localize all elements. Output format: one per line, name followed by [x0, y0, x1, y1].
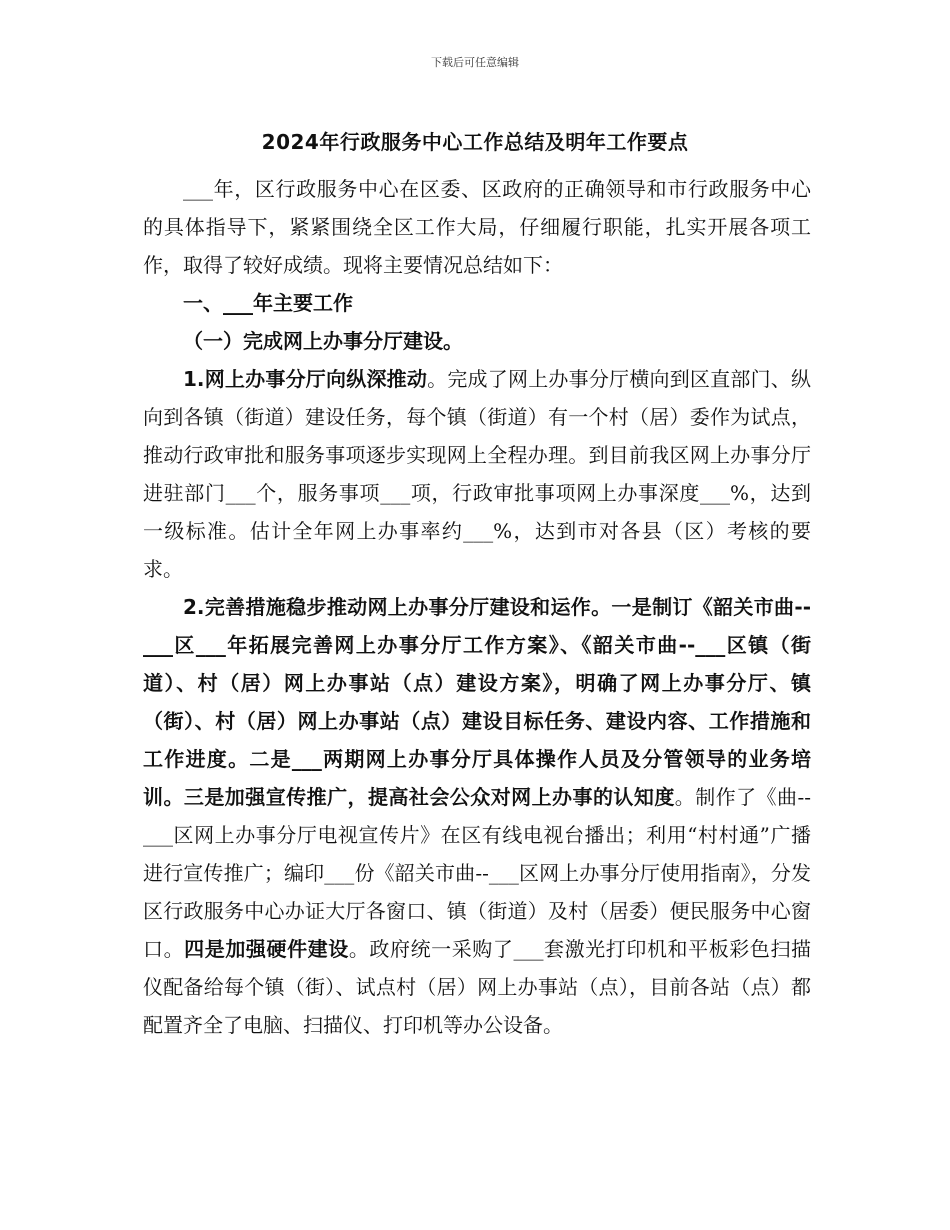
- header-note: 下载后可任意编辑: [431, 56, 519, 69]
- subsection-heading: （一）完成网上办事分厅建设。: [183, 329, 463, 353]
- document-title: 2024年行政服务中心工作总结及明年工作要点: [261, 130, 689, 154]
- section-heading: 一、___年主要工作: [183, 291, 353, 315]
- document-body: [143, 170, 811, 1044]
- item-2-text-1: 。制作了《曲--___区网上办事分厅电视宣传片》在区有线电视台播出；利用“村村通”广播进行宣传推广；编印___份《韶关市曲--___区网上办事分厅使用指南》，分发区行政服务中心办证大厅各窗口、镇（街道）及村（居委）便民服务中心窗口。: [143, 785, 812, 961]
- item-2-lead-2: 四是加强硬件建设: [184, 937, 349, 961]
- item-1-lead: 1.网上办事分厅向纵深推动: [183, 367, 428, 391]
- intro-paragraph: ___年，区行政服务中心在区委、区政府的正确领导和市行政服务中心的具体指导下，紧紧围绕全区工作大局，仔细履行职能，扎实开展各项工作，取得了较好成绩。现将主要情况总结如下：: [143, 177, 811, 277]
- item-2-text-2: 。政府统一采购了___套激光打印机和平板彩色扫描仪配备给每个镇（街）、试点村（居）网上办事站（点），目前各站（点）都配置齐全了电脑、扫描仪、打印机等办公设备。: [143, 937, 812, 1037]
- item-1-paragraph: [143, 360, 811, 588]
- item-2-paragraph: [143, 588, 811, 1044]
- item-2-lead: 2.完善措施稳步推动网上办事分厅建设和运作。一是制订《韶关市曲--___区___年拓展完善网上办事分厅工作方案》、《韶关市曲--___区镇（街道）、村（居）网上办事站（点）建设方案》，明确了网上办事分厅、镇（街）、村（居）网上办事站（点）建设目标任务、建设内容、工作措施和工作进度。二是___两期网上办事分厅具体操作人员及分管领导的业务培训。三是加强宣传推广，提高社会公众对网上办事的认知度: [143, 595, 811, 809]
- item-1-text: 。完成了网上办事分厅横向到区直部门、纵向到各镇（街道）建设任务，每个镇（街道）有一个村（居）委作为试点，推动行政审批和服务事项逐步实现网上全程办理。到目前我区网上办事分厅进驻部门___个，服务事项___项，行政审批事项网上办事深度___%，达到一级标准。估计全年网上办事率约___%，达到市对各县（区）考核的要求。: [143, 367, 811, 581]
